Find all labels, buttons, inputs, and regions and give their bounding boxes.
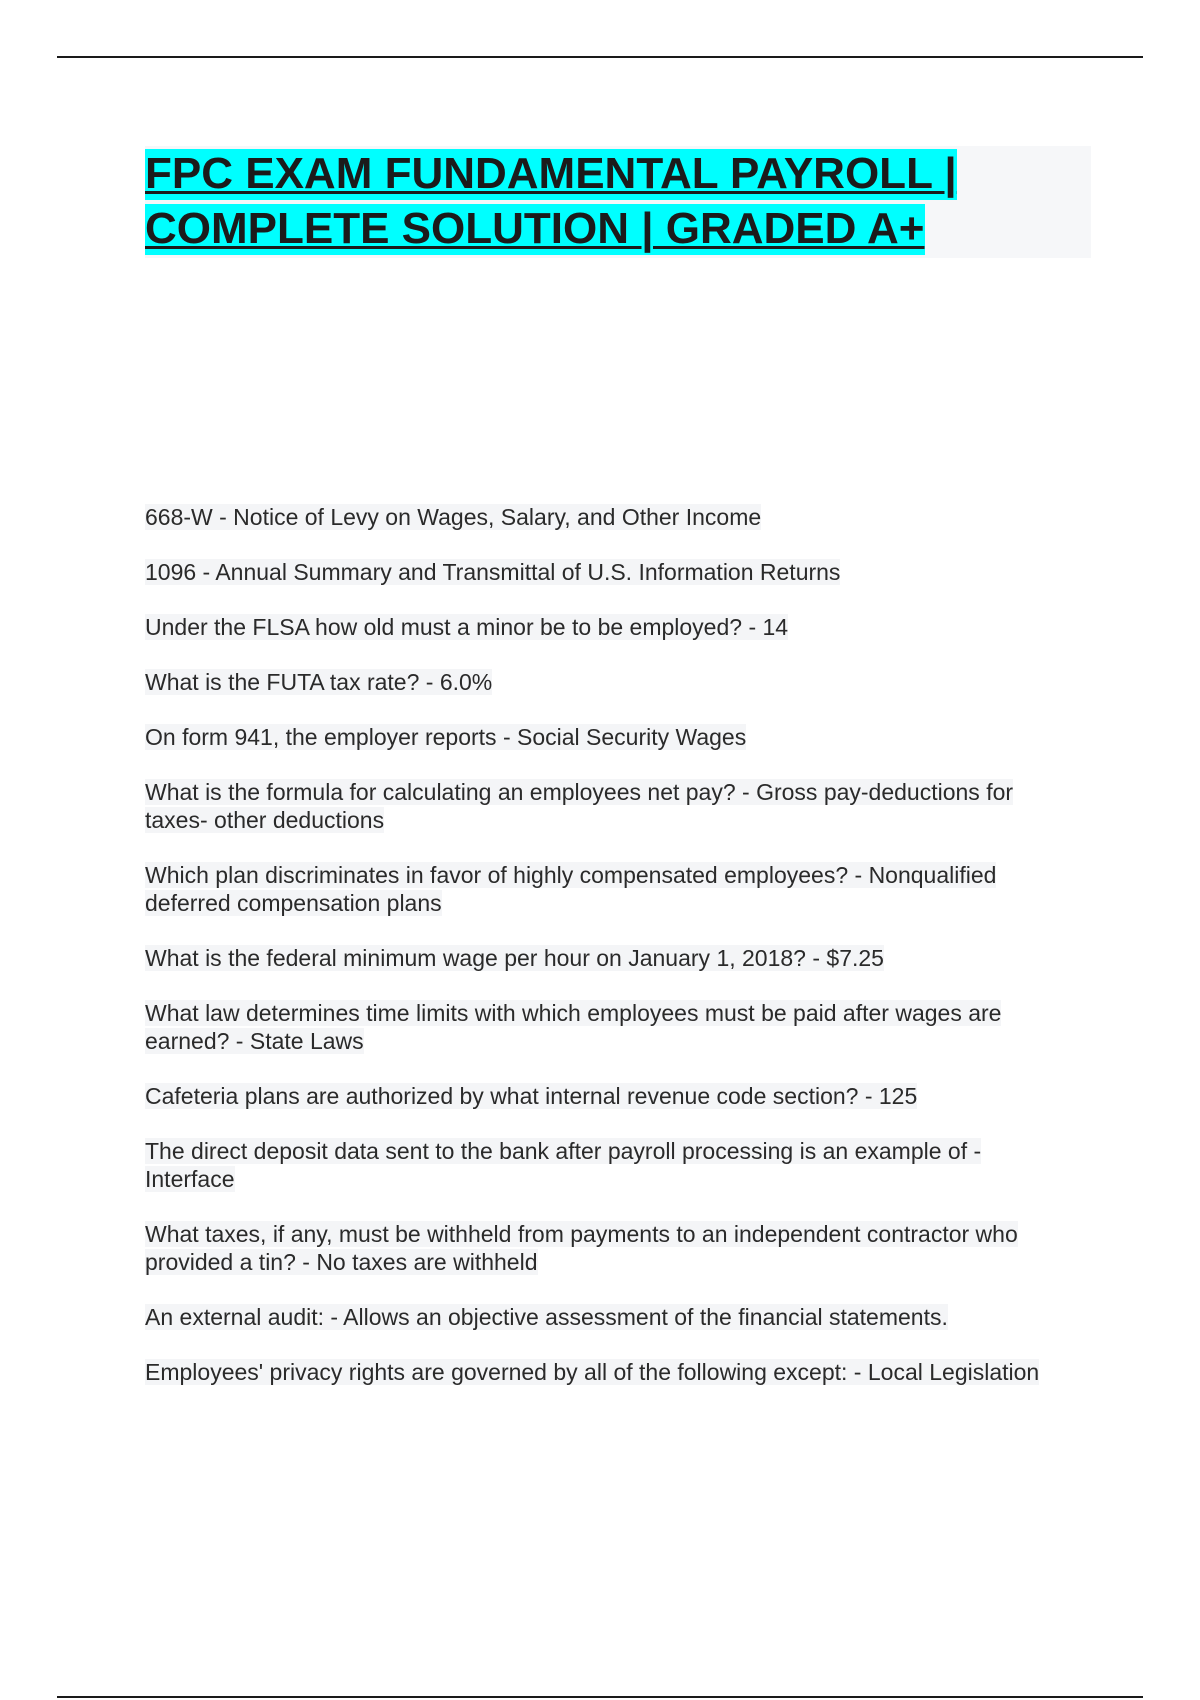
qa-text: Under the FLSA how old must a minor be to be employed? - 14	[145, 614, 789, 640]
qa-item	[145, 1082, 1075, 1110]
title-block	[145, 146, 1091, 258]
qa-text: 1096 - Annual Summary and Transmittal of U.S. Information Returns	[145, 559, 841, 585]
qa-item	[145, 613, 1075, 641]
qa-text: The direct deposit data sent to the bank after payroll processing is an example of - Interface	[145, 1138, 982, 1192]
qa-item	[145, 668, 1075, 696]
title-line-2: COMPLETE SOLUTION | GRADED A+	[145, 204, 925, 253]
qa-text: What is the federal minimum wage per hour on January 1, 2018? - $7.25	[145, 945, 884, 971]
qa-text: Which plan discriminates in favor of highly compensated employees? - Nonqualified deferred compensation plans	[145, 862, 997, 916]
qa-item	[145, 1303, 1075, 1331]
qa-item	[145, 778, 1075, 834]
qa-item	[145, 1358, 1075, 1386]
qa-text: What is the FUTA tax rate? - 6.0%	[145, 669, 493, 695]
qa-text: What is the formula for calculating an employees net pay? - Gross pay-deductions for taxes- other deductions	[145, 779, 1014, 833]
page-title	[145, 146, 1091, 256]
bottom-rule	[57, 1696, 1143, 1698]
qa-item	[145, 861, 1075, 917]
qa-text: Employees' privacy rights are governed by all of the following except: - Local Legislation	[145, 1359, 1040, 1385]
top-rule	[57, 56, 1143, 58]
qa-item	[145, 723, 1075, 751]
qa-item	[145, 1220, 1075, 1276]
qa-text: What taxes, if any, must be withheld from payments to an independent contractor who provided a tin? - No taxes are withheld	[145, 1221, 1018, 1275]
qa-item	[145, 944, 1075, 972]
qa-list	[145, 503, 1075, 1413]
qa-text: 668-W - Notice of Levy on Wages, Salary, and Other Income	[145, 504, 762, 530]
qa-text: What law determines time limits with which employees must be paid after wages are earned? - State Laws	[145, 1000, 1002, 1054]
title-line-1: FPC EXAM FUNDAMENTAL PAYROLL |	[145, 149, 957, 198]
qa-item	[145, 558, 1075, 586]
qa-item	[145, 999, 1075, 1055]
qa-text: On form 941, the employer reports - Social Security Wages	[145, 724, 747, 750]
qa-item	[145, 1137, 1075, 1193]
qa-item	[145, 503, 1075, 531]
qa-text: Cafeteria plans are authorized by what internal revenue code section? - 125	[145, 1083, 918, 1109]
qa-text: An external audit: - Allows an objective assessment of the financial statements.	[145, 1304, 948, 1330]
